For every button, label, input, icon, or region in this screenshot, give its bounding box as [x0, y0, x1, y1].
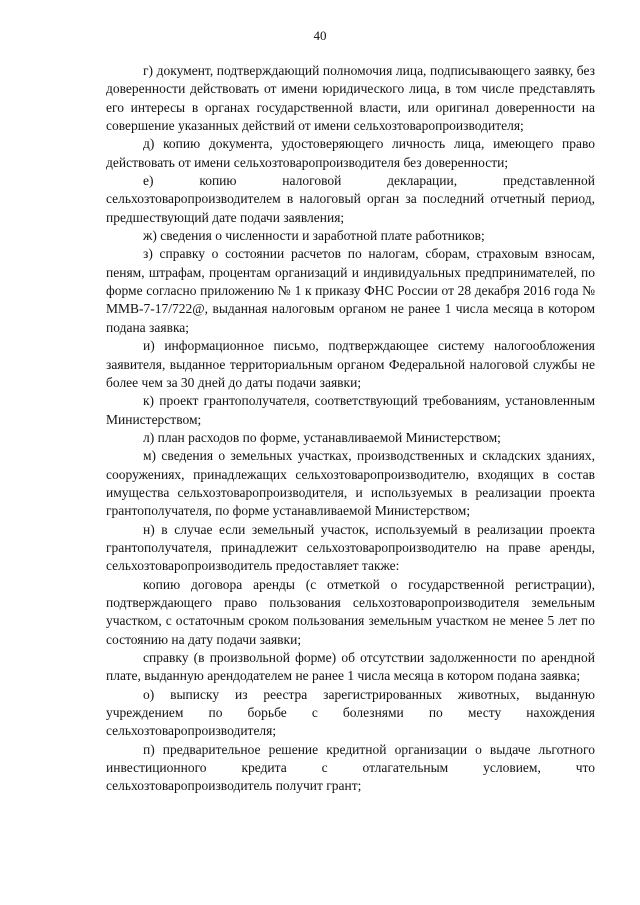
paragraph-l: л) план расходов по форме, устанавливаемой Министерством; [143, 429, 501, 445]
paragraph-zh: ж) сведения о численности и заработной плате работников; [143, 228, 485, 244]
paragraph-e: е) копию налоговой декларации, представленной сельхозтоваропроизводителем в налоговый орган за последний отчетный период, предшествующий дате подачи заявления; [106, 173, 595, 225]
paragraph-lease-copy: копию договора аренды (с отметкой о государственной регистрации), подтверждающего право пользования сельхозтоваропроизводителя земельным участком, с остаточным сроком пользования земельным участком не менее 5 лет по состоянию на дату подачи заявки; [106, 576, 595, 647]
document-body [106, 62, 595, 796]
paragraph-z: з) справку о состоянии расчетов по налогам, сборам, страховым взносам, пеням, штрафам, процентам организаций и индивидуальных предпринимателей, по форме согласно приложению № 1 к приказу ФНС России от 28 декабря 2016 года № ММВ-7-17/722@, выданная налоговым органом не ранее 1 числа месяца в котором подана заявка; [106, 246, 595, 335]
paragraph-d: д) копию документа, удостоверяющего личность лица, имеющего право действовать от имени сельхозтоваропроизводителя без доверенности; [106, 136, 595, 170]
paragraph-k: к) проект грантополучателя, соответствующий требованиям, установленным Министерством; [106, 393, 595, 427]
paragraph-debt-certificate: справку (в произвольной форме) об отсутствии задолженности по арендной плате, выданную арендодателем не ранее 1 числа месяца в котором подана заявка; [106, 650, 595, 684]
paragraph-m: м) сведения о земельных участках, производственных и складских зданиях, сооружениях, принадлежащих сельхозтоваропроизводителю, входящих в состав имущества сельхозтоваропроизводителя, и используемых в реализации проекта грантополучателя, по форме устанавливаемой Министерством; [106, 448, 595, 519]
paragraph-p: п) предварительное решение кредитной организации о выдаче льготного инвестиционного кредита с отлагательным условием, что сельхозтоваропроизводитель получит грант; [106, 741, 595, 794]
page-number: 40 [313, 28, 327, 43]
paragraph-i: и) информационное письмо, подтверждающее систему налогообложения заявителя, выданное территориальным органом Федеральной налоговой службы не более чем за 30 дней до даты подачи заявки; [106, 338, 595, 390]
paragraph-g: г) документ, подтверждающий полномочия лица, подписывающего заявку, без доверенности действовать от имени юридического лица, в том числе представлять его интересы в органах государственной власти, или оригинал доверенности на совершение указанных действий от имени сельхозтоваропроизводителя; [106, 63, 595, 134]
paragraph-n: н) в случае если земельный участок, используемый в реализации проекта грантополучателя, принадлежит сельхозтоваропроизводителю на праве аренды, сельхозтоваропроизводитель предоставляет также: [106, 521, 595, 574]
paragraph-o: о) выписку из реестра зарегистрированных животных, выданную учреждением по борьбе с болезнями по месту нахождения сельхозтоваропроизводителя; [106, 686, 595, 739]
